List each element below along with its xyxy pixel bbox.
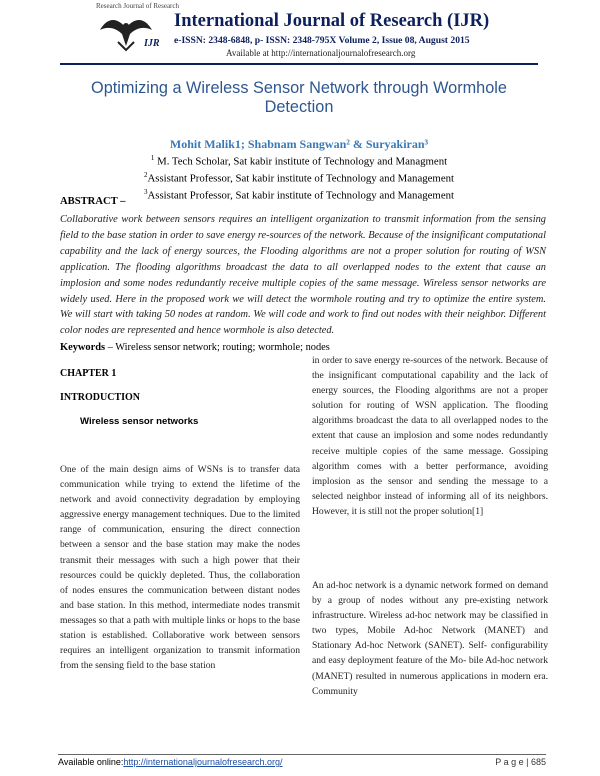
abstract-heading: ABSTRACT –: [60, 196, 126, 207]
affiliation-1: [60, 152, 538, 169]
page-footer: [58, 757, 546, 767]
affiliation-3: [60, 186, 538, 203]
affiliation-text: Assistant Professor, Sat kabir institute of Technology and Management: [147, 189, 455, 202]
affiliation-number: 3: [143, 188, 148, 197]
logo-caption: Research Journal of Research: [96, 2, 179, 10]
affiliation-2: [60, 169, 538, 186]
journal-title: International Journal of Research (IJR): [174, 11, 490, 31]
left-paragraph: One of the main design aims of WSNs is to transfer data communication while trying to extend the lifetime of the network and avoid connectivity degradation by employing aggressive energy management techniques. Due to the limited range of communication, ensuring the direct connection between a sensor and the base station may make the nodes transmit their messages with such a high power that their resources could be quickly depleted. Thus, the collaboration of nodes ensures the communication between distant nodes and base station. In this method, intermediate nodes transmit messages so that a path with multiple links or hops to the base station is established. Collaborative work between sensors requires an intelligent organization to transmit information from the sensing field to the base station: [60, 464, 300, 672]
affiliation-number: 1: [150, 154, 155, 162]
affiliations: [60, 152, 538, 203]
abstract-text: Collaborative work between sensors requires an intelligent organization to transmit information from the sensing field to the base station in order to save energy re-sources of the network. Because of the insignificant computational capability and the lack of energy sources, the Flooding algorithms are not a proper solution for routing of WSN application. The flooding algorithms broadcast the data to all overlapped nodes to the extent that cause an implosion and some nodes redundantly receive multiple copies of the same message. Wireless sensor networks are widely used. Here in the proposed work we will detect the wormhole routing and try to optimize the entire system. We will start with taking 50 nodes at random. We will code and work to find out nodes with their neighbor. Different color nodes are represented and hence wormhole is also detected.: [60, 214, 546, 337]
keywords-line: [60, 342, 330, 353]
page-number: P a g e | 685: [495, 757, 546, 767]
footer-available-label: Available online:: [58, 757, 124, 767]
introduction-heading: INTRODUCTION: [60, 392, 141, 403]
subsection-heading: Wireless sensor networks: [80, 416, 199, 427]
header-divider: [60, 63, 538, 65]
issn-line: e-ISSN: 2348-6848, p- ISSN: 2348-795X Volume 2, Issue 08, August 2015: [174, 35, 470, 46]
right-paragraph-2: An ad-hoc network is a dynamic network formed on demand by a group of nodes without any pre-existing network infrastructure. Wireless ad-hoc network may be classified in two types, Mobile Ad-hoc Network (MANET) and Stationary Ad-hoc Network (SANET). Self- configurability and easy deployment feature of the Mo- bile Ad-hoc network (MANET) resulted in numerous applications in modern era. Community: [312, 580, 548, 697]
footer-url-link[interactable]: http://internationaljournalofresearch.org/: [123, 757, 283, 767]
paper-title-line-2: Detection: [264, 98, 334, 116]
chapter-heading: CHAPTER 1: [60, 368, 117, 379]
paper-title: [60, 79, 538, 117]
available-at-line: Available at http://internationaljournalofresearch.org: [226, 48, 416, 58]
journal-logo: [84, 2, 179, 56]
paper-title-line-1: Optimizing a Wireless Sensor Network through Wormhole: [91, 79, 507, 97]
logo-text: IJR: [144, 38, 160, 49]
keywords-list: – Wireless sensor network; routing; wormhole; nodes: [105, 342, 330, 353]
affiliation-number: 2: [143, 171, 148, 180]
right-paragraph-1: in order to save energy re-sources of the network. Because of the insignificant computational capability and the lack of energy sources, the Flooding algorithms are not a proper solution for routing of WSN application. The flooding algorithms broadcast the data to all overlapped nodes to the extent that cause an implosion and some nodes redundantly receive multiple copies of the same message. Gossiping algorithm comes with a better performance, avoiding implosion as the sensor and sending the message to a selected neighbor instead of informing all of its neighbors. However, it is still not the proper solution[1]: [312, 355, 548, 517]
keywords-label: Keywords: [60, 342, 106, 353]
footer-divider: [58, 754, 546, 755]
author-list: Mohit Malik1; Shabnam Sangwan² & Suryakiran³: [169, 137, 429, 151]
affiliation-text: M. Tech Scholar, Sat kabir institute of Technology and Managment: [154, 155, 448, 168]
affiliation-text: Assistant Professor, Sat kabir institute of Technology and Management: [147, 172, 455, 185]
